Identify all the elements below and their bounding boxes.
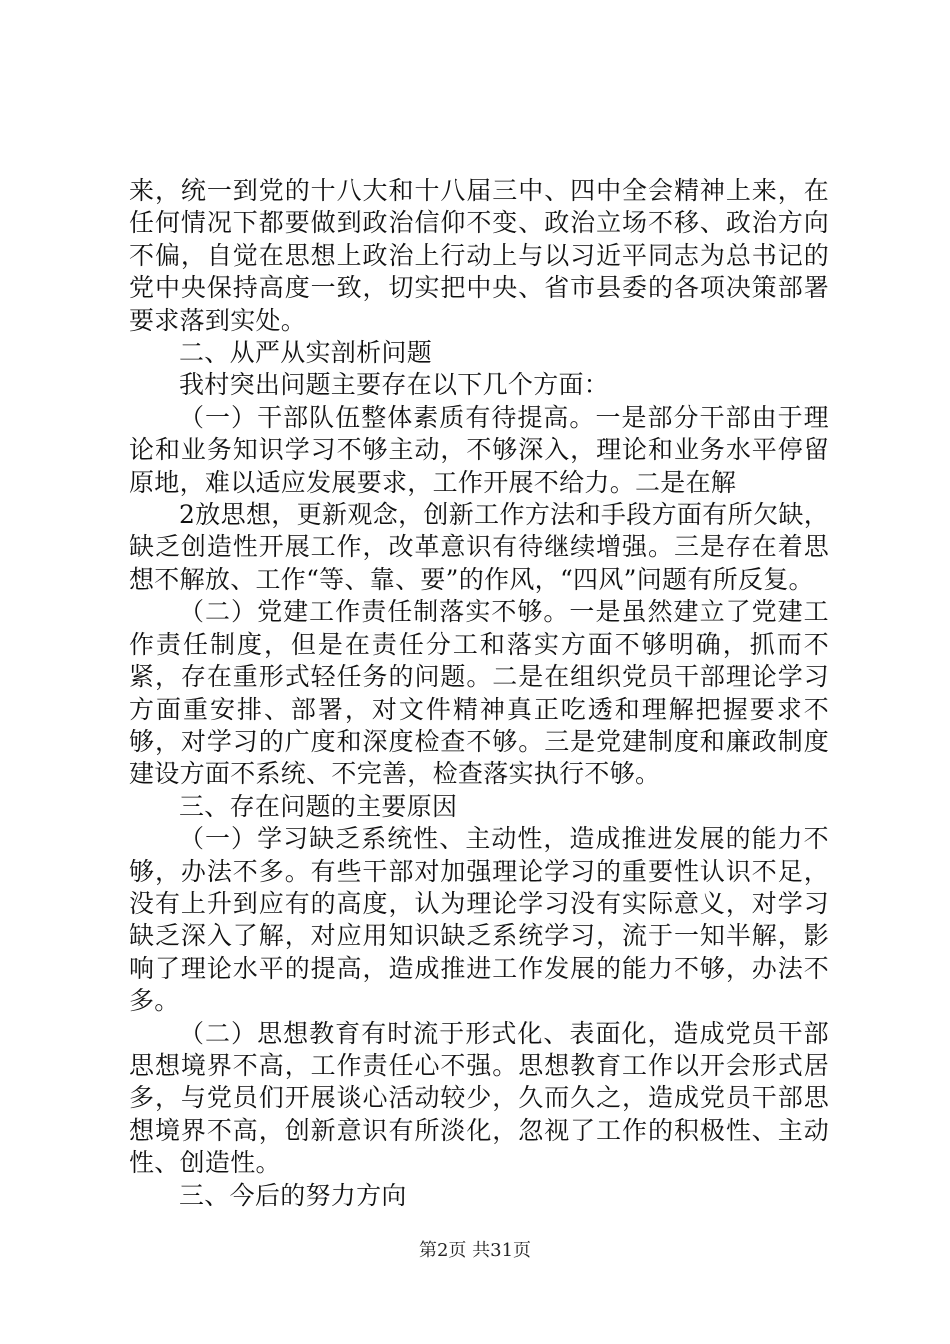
paragraph-intro: 我村突出问题主要存在以下几个方面： bbox=[179, 370, 610, 400]
paragraph-problem-1: （一）干部队伍整体素质有待提高。一是部分干部由于理论和业务知识学习不够主动，不够深入，理论和业务水平停留原地，难以适应发展要求，工作开展不给力。二是在解 bbox=[129, 402, 829, 497]
paragraph-cause-1: （一）学习缺乏系统性、主动性，造成推进发展的能力不够，办法不多。有些干部对加强理论学习的重要性认识不足，没有上升到应有的高度，认为理论学习没有实际意义，对学习缺乏深入了解，对应用知识缺乏系统学习，流于一知半解，影响了理论水平的提高，造成推进工作发展的能力不够，办法不多。 bbox=[129, 824, 829, 1016]
paragraph-problem-1-cont: 2放思想，更新观念，创新工作方法和手段方面有所欠缺，缺乏创造性开展工作，改革意识有待继续增强。三是存在着思想不解放、工作“等、靠、要”的作风，“四风”问题有所反复。 bbox=[129, 500, 829, 594]
paragraph-problem-2: （二）党建工作责任制落实不够。一是虽然建立了党建工作责任制度，但是在责任分工和落实方面不够明确，抓而不紧，存在重形式轻任务的问题。二是在组织党员干部理论学习方面重安排、部署，对文件精神真正吃透和理解把握要求不够，对学习的广度和深度检查不够。三是党建制度和廉政制度建设方面不系统、不完善，检查落实执行不够。 bbox=[129, 597, 829, 789]
paragraph-cause-2: （二）思想教育有时流于形式化、表面化，造成党员干部思想境界不高，工作责任心不强。思想教育工作以开会形式居多，与党员们开展谈心活动较少，久而久之，造成党员干部思想境界不高，创新意识有所淡化，忽视了工作的积极性、主动性、创造性。 bbox=[129, 1018, 829, 1178]
document-body bbox=[129, 175, 829, 1212]
page-footer: 第2页 共31页 bbox=[418, 1240, 532, 1261]
section-heading-2: 二、从严从实剖析问题 bbox=[179, 338, 433, 368]
paragraph-continuation: 来，统一到党的十八大和十八届三中、四中全会精神上来，在任何情况下都要做到政治信仰不变、政治立场不移、政治方向不偏，自觉在思想上政治上行动上与以习近平同志为总书记的党中央保持高度一致，切实把中央、省市县委的各项决策部署要求落到实处。 bbox=[129, 176, 829, 335]
section-heading-4: 三、今后的努力方向 bbox=[179, 1180, 407, 1210]
section-heading-3: 三、存在问题的主要原因 bbox=[179, 791, 458, 821]
